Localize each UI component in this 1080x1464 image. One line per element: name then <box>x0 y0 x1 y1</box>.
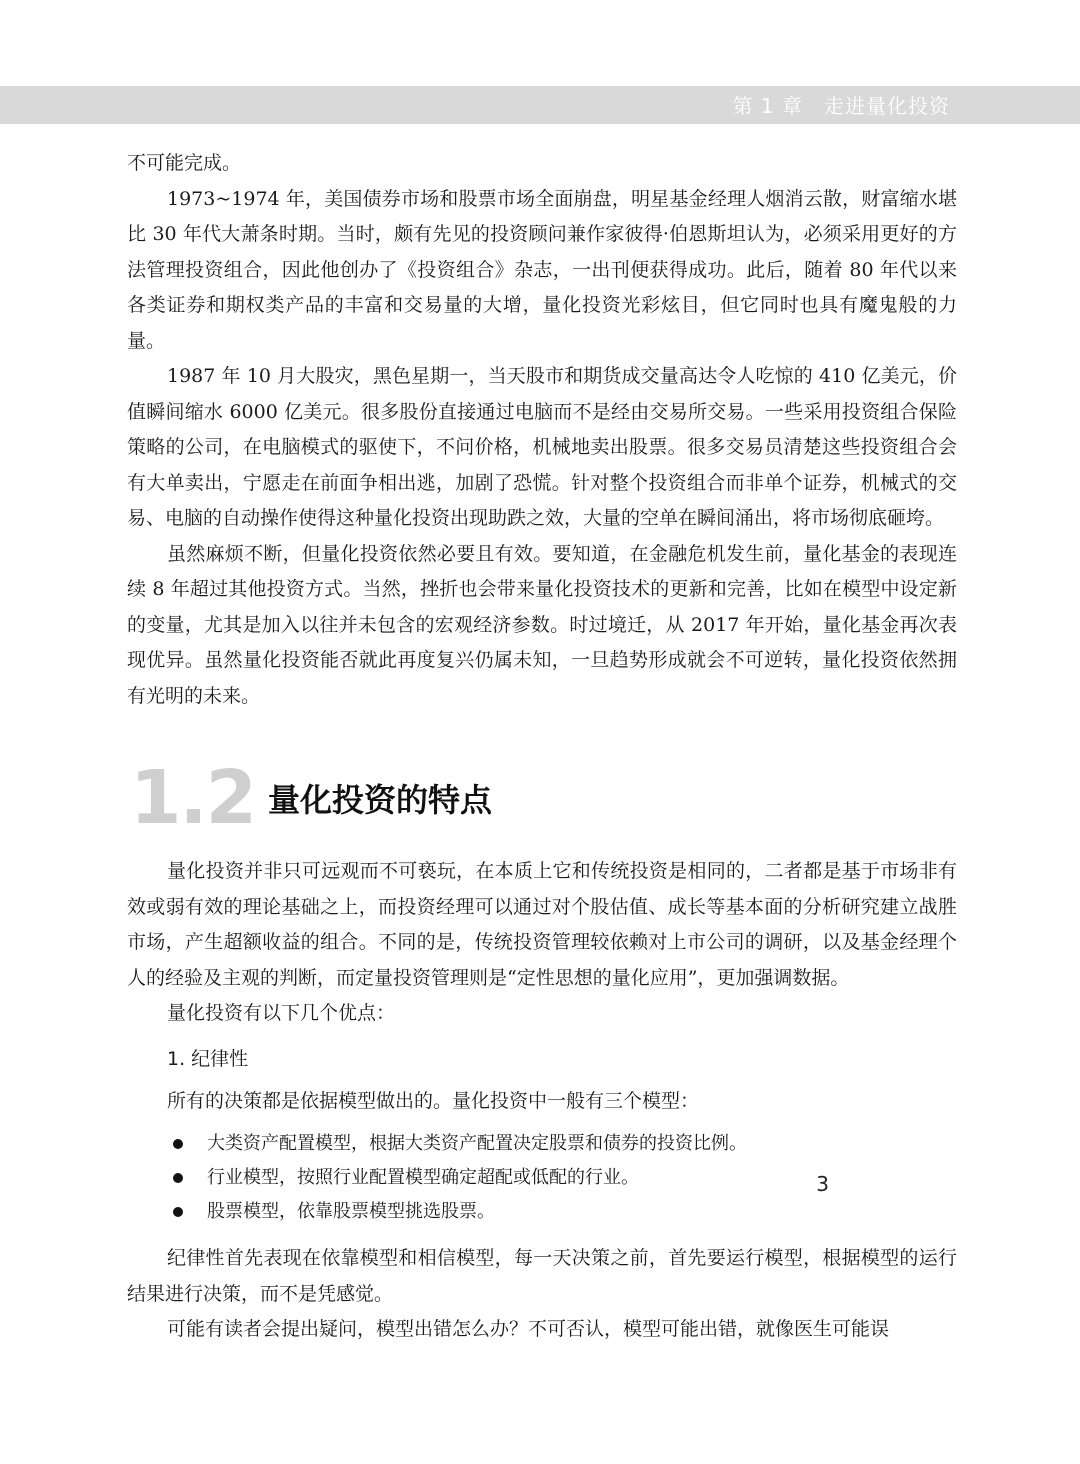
paragraph: 量化投资并非只可远观而不可亵玩，在本质上它和传统投资是相同的，二者都是基于市场非有效或弱有效的理论基础之上，而投资经理可以通过对个股估值、成长等基本面的分析研究建立战胜市场，产生超额收益的组合。不同的是，传统投资管理较依赖对上市公司的调研，以及基金经理个人的经验及主观的判断，而定量投资管理则是“定性思想的量化应用”，更加强调数据。 <box>127 860 957 989</box>
paragraph: 1987 年 10 月大股灾，黑色星期一，当天股市和期货成交量高达令人吃惊的 410 亿美元，价值瞬间缩水 6000 亿美元。很多股份直接通过电脑而不是经由交易所交易。一些采用投资组合保险策略的公司，在电脑模式的驱使下，不问价格，机械地卖出股票。很多交易员清楚这些投资组合会有大单卖出，宁愿走在前面争相出逃，加剧了恐慌。针对整个投资组合而非单个证券，机械式的交易、电脑的自动操作使得这种量化投资出现助跌之效，大量的空单在瞬间涌出，将市场彻底砸垮。 <box>127 365 957 529</box>
list-item <box>127 1195 957 1229</box>
paragraph: 量化投资有以下几个优点： <box>167 1002 396 1024</box>
chapter-label: 第 1 章 走进量化投资 <box>732 94 950 118</box>
list-item-text: 大类资产配置模型，根据大类资产配置决定股票和债券的投资比例。 <box>207 1133 747 1154</box>
paragraph: 虽然麻烦不断，但量化投资依然必要且有效。要知道，在金融危机发生前，量化基金的表现连续 8 年超过其他投资方式。当然，挫折也会带来量化投资技术的更新和完善，比如在模型中设定新的变量，尤其是加入以往并未包含的宏观经济参数。时过境迁，从 2017 年开始，量化基金再次表现优异。虽然量化投资能否就此再度复兴仍属未知，一旦趋势形成就会不可逆转，量化投资依然拥有光明的未来。 <box>127 542 957 707</box>
bullet-list <box>127 1127 957 1229</box>
list-item <box>127 1161 957 1195</box>
bullet-icon <box>173 1139 183 1149</box>
section-number: 1.2 <box>130 755 256 841</box>
page-content <box>127 146 957 1348</box>
subsection-title: 1. 纪律性 <box>167 1047 249 1070</box>
bullet-icon <box>173 1207 183 1217</box>
list-item <box>127 1127 957 1161</box>
page-number: 3 <box>816 1172 829 1196</box>
section-title: 量化投资的特点 <box>268 781 493 819</box>
list-item-text: 股票模型，依靠股票模型挑选股票。 <box>207 1201 495 1222</box>
paragraph-continuation: 不可能完成。 <box>127 152 242 174</box>
paragraph: 所有的决策都是依据模型做出的。量化投资中一般有三个模型： <box>167 1089 700 1112</box>
paragraph: 1973~1974 年，美国债券市场和股票市场全面崩盘，明星基金经理人烟消云散，财富缩水堪比 30 年代大萧条时期。当时，颇有先见的投资顾问兼作家彼得·伯恩斯坦认为，必须采用更好的方法管理投资组合，因此他创办了《投资组合》杂志，一出刊便获得成功。此后，随着 80 年代以来各类证券和期权类产品的丰富和交易量的大增，量化投资光彩炫目，但它同时也具有魔鬼般的力量。 <box>127 187 957 352</box>
section-heading <box>127 755 957 841</box>
bullet-icon <box>173 1173 183 1183</box>
paragraph: 可能有读者会提出疑问，模型出错怎么办？不可否认，模型可能出错，就像医生可能误 <box>167 1318 890 1340</box>
paragraph: 纪律性首先表现在依靠模型和相信模型，每一天决策之前，首先要运行模型，根据模型的运行结果进行决策，而不是凭感觉。 <box>127 1247 957 1305</box>
list-item-text: 行业模型，按照行业配置模型确定超配或低配的行业。 <box>207 1167 639 1188</box>
